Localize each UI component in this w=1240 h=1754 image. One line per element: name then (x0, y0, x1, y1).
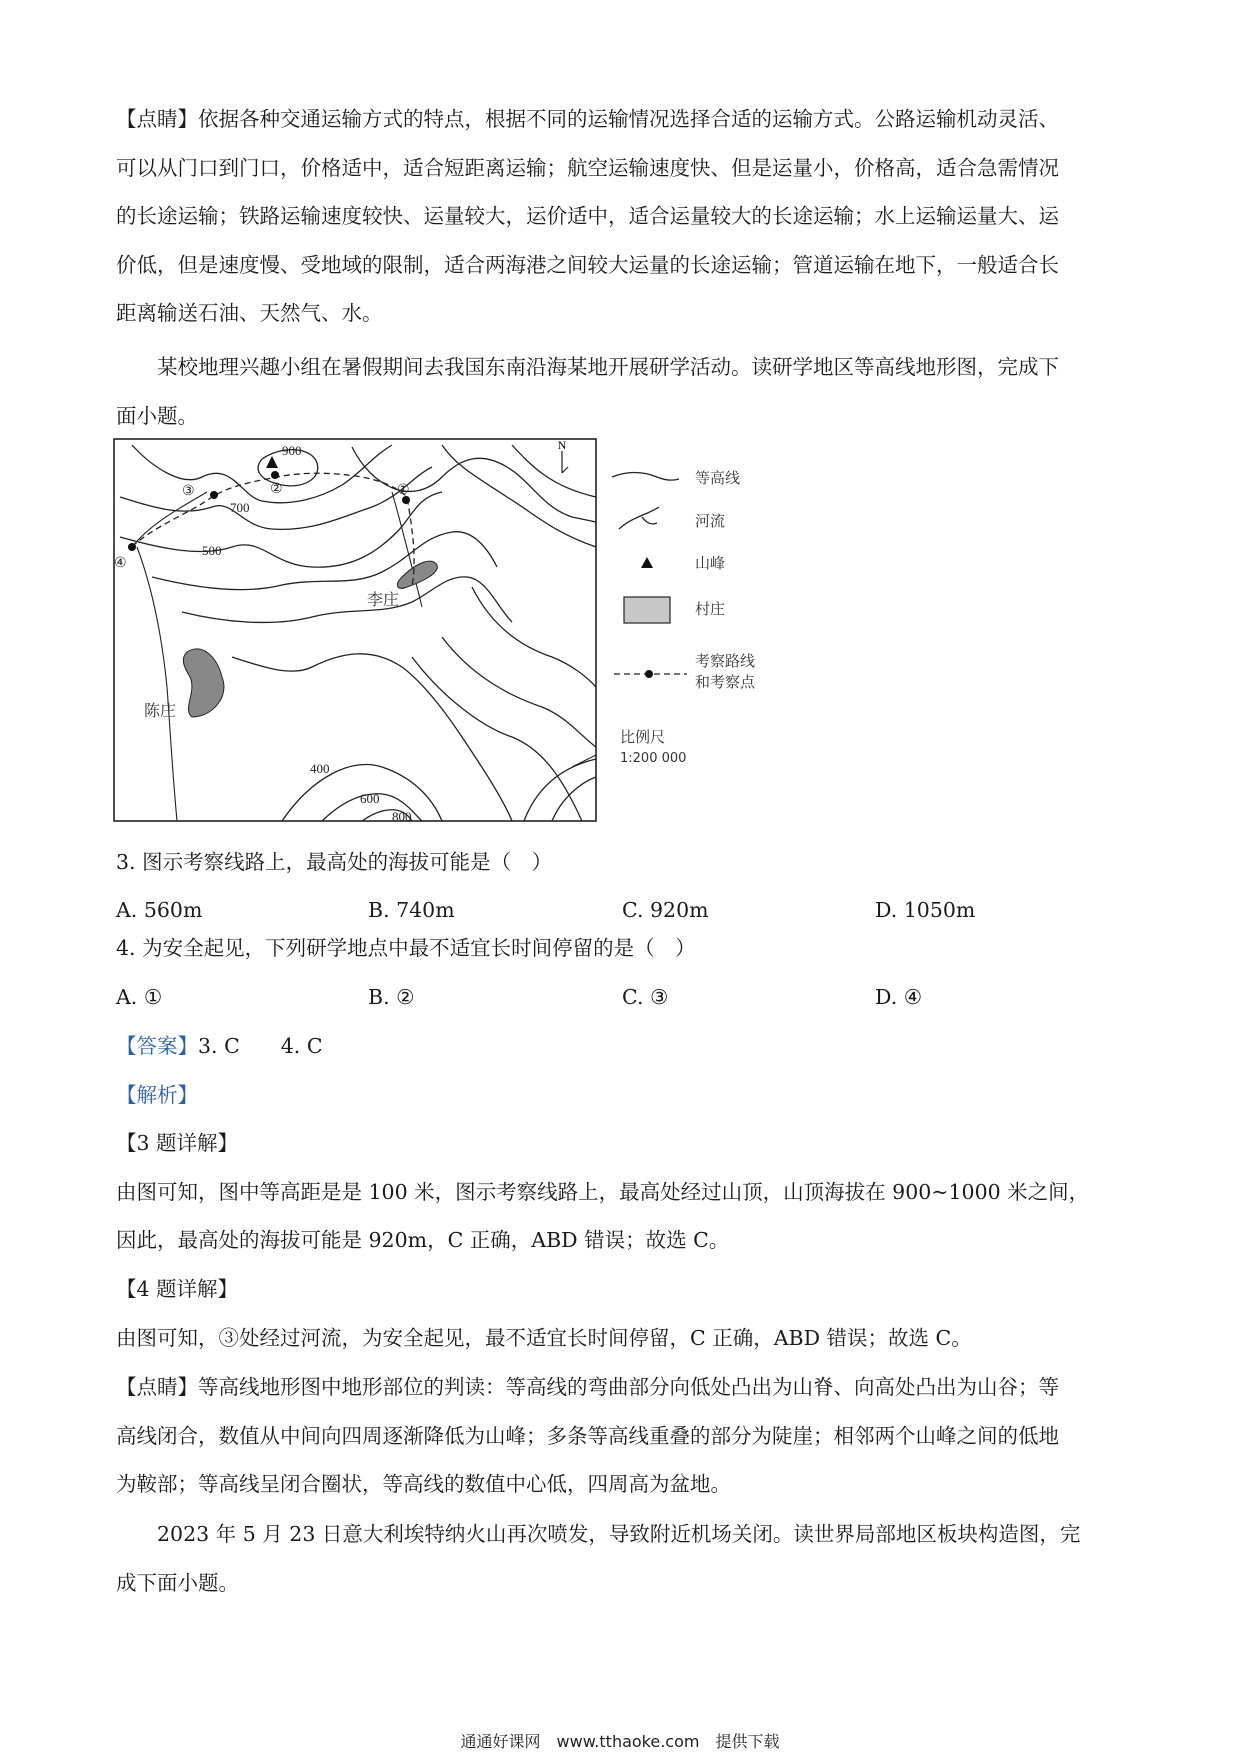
contour-line-icon (612, 473, 679, 481)
legend-label: 山峰 (695, 554, 726, 572)
point-label: ③ (182, 483, 195, 499)
line: 因此，最高处的海拔可能是 920m，C 正确，ABD 错误；故选 C。 (116, 1228, 730, 1252)
village-label: 陈庄 (144, 701, 177, 720)
dianjing-label: 【点睛】 (116, 107, 198, 131)
q4-detail-title: 【4 题详解】 (116, 1277, 239, 1301)
contour-map (112, 437, 764, 823)
answer-label: 【答案】 (116, 1034, 198, 1058)
line: 由图可知，③处经过河流，为安全起见，最不适宜长时间停留，C 正确，ABD 错误；故选 C。 (116, 1325, 972, 1350)
line: 2023 年 5 月 23 日意大利埃特纳火山再次喷发，导致附近机场关闭。读世界局部地区板块构造图，完 (157, 1522, 1081, 1546)
line: 面小题。 (116, 403, 198, 428)
contour-label: 700 (230, 500, 250, 515)
contour-label: 400 (310, 761, 330, 776)
q4-option-c: C. ③ (622, 985, 669, 1009)
q3-stem: 3. 图示考察线路上，最高处的海拔可能是（ ） (116, 850, 553, 874)
peak-triangle-icon (641, 557, 653, 568)
legend-label: 考察路线 (695, 652, 756, 670)
line: 距离输送石油、天然气、水。 (116, 301, 383, 325)
q3-option-c: C. 920m (622, 898, 709, 922)
intro-paragraph-1 (116, 343, 1126, 440)
scale-value: 1:200 000 (620, 751, 687, 766)
point-label: ① (397, 482, 410, 498)
q4-option-b: B. ② (368, 985, 415, 1009)
line: 高线闭合，数值从中间向四周逐渐降低为山峰；多条等高线重叠的部分为陡崖；相邻两个山峰之间的低地 (116, 1423, 1059, 1448)
legend-label: 和考察点 (695, 673, 756, 691)
line: 成下面小题。 (116, 1570, 239, 1595)
line: 【点睛】等高线地形图中地形部位的判读：等高线的弯曲部分向低处凸出为山脊、向高处凸出为山谷；等 (116, 1375, 1059, 1399)
legend-label: 村庄 (695, 600, 726, 618)
point-label: ② (270, 481, 283, 497)
q4-option-d: D. ④ (875, 985, 923, 1009)
intro-paragraph-2 (116, 1510, 1126, 1607)
q3-option-a: A. 560m (116, 898, 203, 922)
q4-option-a: A. ① (116, 985, 163, 1009)
line: 价低，但是速度慢、受地域的限制，适合两海港之间较大运量的长途运输；管道运输在地下，一般适合长 (116, 252, 1059, 277)
q3-detail-title: 【3 题详解】 (116, 1131, 239, 1155)
line: 的长途运输；铁路运输速度较快、运量较大，运价适中，适合运量较大的长途运输；水上运输运量大、运 (116, 204, 1059, 228)
answer-line (116, 1022, 1126, 1071)
contour-label: 600 (360, 791, 380, 806)
dianjing-paragraph-1 (116, 95, 1126, 338)
analysis-label: 【解析】 (116, 1083, 198, 1107)
contour-label: 800 (392, 809, 412, 823)
answer-text: 3. C 4. C (198, 1034, 323, 1058)
point-label: ④ (114, 555, 127, 571)
river-icon (619, 507, 659, 529)
line: 【点睛】依据各种交通运输方式的特点，根据不同的运输情况选择合适的运输方式。公路运输机动灵活、 (116, 107, 1059, 131)
legend-label: 等高线 (695, 469, 741, 487)
north-label: N (557, 438, 567, 452)
scale-title: 比例尺 (620, 728, 666, 746)
legend-label: 河流 (695, 512, 726, 530)
footer-source: 通通好课网 www.tthaoke.com 提供下载 (460, 1732, 780, 1751)
q3-detail (116, 1119, 1126, 1265)
village-box-icon (624, 597, 670, 623)
line: 由图可知，图中等高距是是 100 米，图示考察线路上，最高处经过山顶，山顶海拔在 900~1000 米之间， (116, 1179, 1090, 1204)
line: 为鞍部；等高线呈闭合圈状，等高线的数值中心低，四周高为盆地。 (116, 1472, 731, 1496)
line: 可以从门口到门口，价格适中，适合短距离运输；航空运输速度快、但是运量小，价格高，适合急需情况 (116, 155, 1059, 180)
village-label: 李庄 (367, 590, 400, 609)
q3-option-d: D. 1050m (875, 898, 976, 922)
q4-stem: 4. 为安全起见，下列研学地点中最不适宜长时间停留的是（ ） (116, 936, 696, 960)
dianjing-paragraph-2 (116, 1363, 1126, 1509)
q3-option-b: B. 740m (368, 898, 455, 922)
route-icon (614, 670, 687, 678)
contour-label: 500 (202, 543, 222, 558)
analysis-line (116, 1071, 1126, 1120)
line: 某校地理兴趣小组在暑假期间去我国东南沿海某地开展研学活动。读研学地区等高线地形图，完成下 (157, 355, 1059, 379)
contour-label: 900 (282, 443, 302, 458)
q4-detail (116, 1265, 1126, 1362)
dianjing-label: 【点睛】 (116, 1375, 198, 1399)
